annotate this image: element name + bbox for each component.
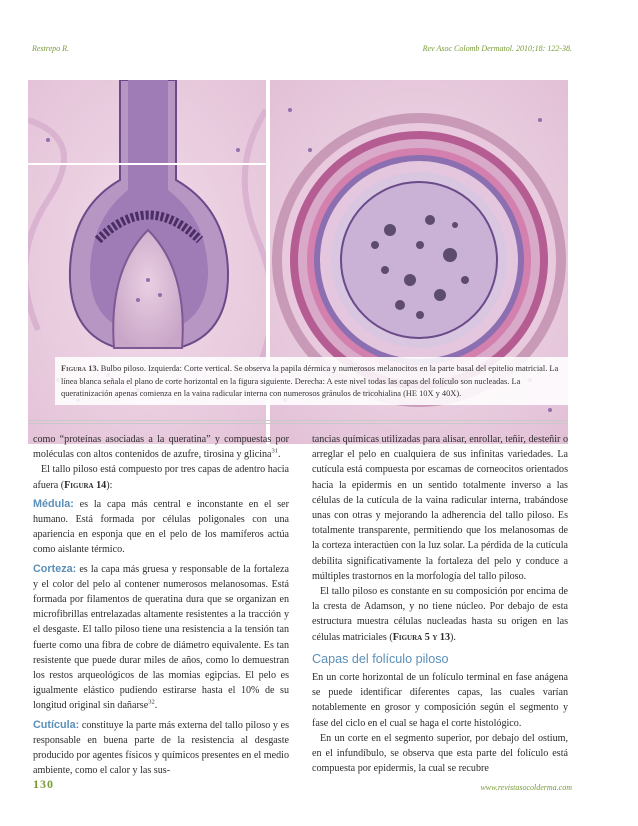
figure-reference: Figura 5 y 13 bbox=[392, 631, 450, 643]
figure-reference: Figura 14 bbox=[64, 479, 107, 491]
text-column-right bbox=[312, 432, 568, 776]
paragraph: En un corte en el segmento superior, por debajo del ostium, en el infundíbulo, se observa que esta parte del folículo está compuesta por epidermis, la cual se recubre bbox=[312, 732, 568, 775]
paragraph-corteza: Corteza: es la capa más gruesa y responsable de la fortaleza y el color del pelo al contener numerosos melanosomas. Está formada por filamentos de queratina dura que se organizan en microfibrillas entrelazadas altamente resistentes a la tracción y el desgaste. El tallo piloso tiene una resistencia a la tensión tan fuerte como una fibra de cobre de diámetro equivalente. Es tan resistente que puede durar miles de años, como lo demuestran los restos arqueológicos de las momias egipcias. El pelo es igualmente elástico pudiendo estirarse hasta el 10% de su longitud original sin dañarse$^{32}$. bbox=[33, 562, 289, 712]
section-heading: Capas del folículo piloso bbox=[312, 651, 449, 666]
paragraph: El tallo piloso es constante en su composición por encima de la cresta de Adamson, y no tiene núcleo. Por debajo de esta estructura muestra células nucleadas hasta su origen en las células matriciales (Figura 5 y 13). bbox=[312, 586, 568, 643]
figure-caption-text: Bulbo piloso. Izquierda: Corte vertical. Se observa la papila dérmica y numerosos melanocitos en la parte basal del epitelio matricial. La línea blanca señala el plano de corte horizontal en la figura siguiente. Derecha: A este nivel todas las capas del folículo son nucleadas. La queratinización apenas comienza en la vaina radicular interna con numerosos gránulos de tricohialina (HE 10X y 40X). bbox=[61, 364, 559, 399]
paragraph-medula: Médula: es la capa más central e inconstante en el ser humano. Está formada por células poligonales con una apariencia en esponja que en el pelo de los mamíferos actúa como aislante térmico. bbox=[33, 497, 289, 556]
term-medula: Médula: bbox=[33, 497, 74, 510]
figure-label: Figura 13. bbox=[61, 364, 99, 373]
journal-website: www.revistasocolderma.com bbox=[480, 783, 572, 792]
running-header-journal: Rev Asoc Colomb Dermatol. 2010;18: 122-38. bbox=[422, 44, 572, 53]
paragraph: tancias químicas utilizadas para alisar, enrollar, teñir, desteñir o arreglar el pelo en cualquiera de sus infinitas variedades. La cutícula está compuesta por escamas de corneocitos orientados hacia la epidermis en un sentido totalmente inverso a las células de la cutícula de la vaina radicular interna, trabándose unas con otras y mejorando la adherencia del tallo piloso. Es totalmente transparente, permitiendo que los melanosomas de la corteza interactúen con la luz solar. La pérdida de la cutícula debilita significativamente la fortaleza del pelo y conduce a múltiples trastornos en la morfología del tallo piloso. bbox=[312, 434, 568, 582]
running-header-author: Restrepo R. bbox=[32, 44, 70, 53]
paragraph: como “proteínas asociadas a la queratina” y compuestas por moléculas con altos contenidos de azufre, tirosina y glicina$^{31}$. bbox=[33, 434, 289, 461]
figure-caption bbox=[55, 357, 575, 405]
divider-top bbox=[28, 420, 568, 421]
paragraph-cuticula: Cutícula: constituye la parte más externa del tallo piloso y es responsable en buena parte de la resistencia al desgaste producido por agentes físicos y químicos presentes en el medio ambiente, como el calor y las sus- bbox=[33, 718, 289, 777]
term-cuticula: Cutícula: bbox=[33, 718, 80, 731]
term-corteza: Corteza: bbox=[33, 562, 77, 575]
page-number: 130 bbox=[33, 777, 54, 791]
divider-bottom bbox=[28, 423, 568, 424]
text-column-left bbox=[33, 432, 289, 778]
paragraph: El tallo piloso está compuesto por tres capas de adentro hacia afuera (Figura 14): bbox=[33, 464, 289, 491]
paragraph: En un corte horizontal de un folículo terminal en fase anágena se puede identificar diferentes capas, las cuales varían notablemente en grosor y composición según el segmento y fase del ciclo en el cual se haga el corte histológico. bbox=[312, 672, 568, 729]
